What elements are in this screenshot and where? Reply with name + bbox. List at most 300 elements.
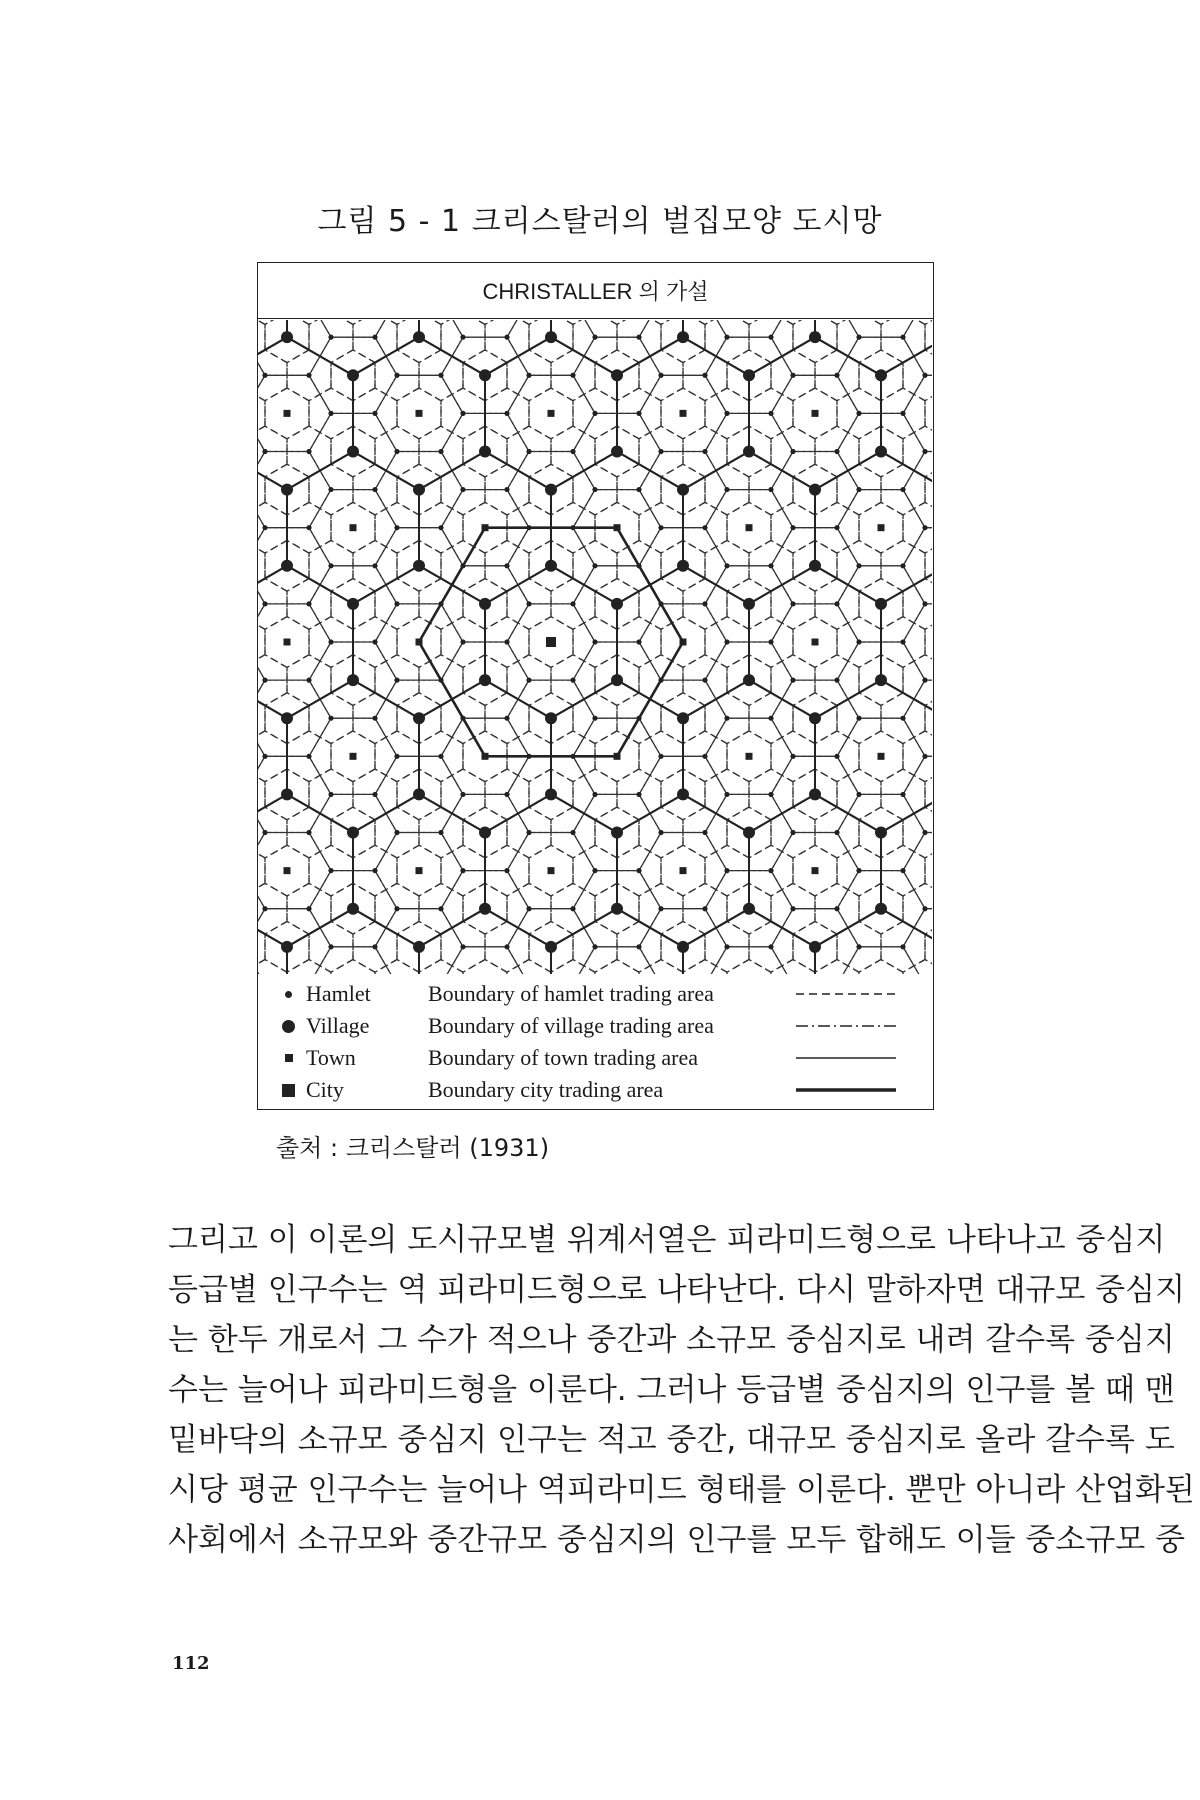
hamlet-node	[768, 487, 773, 492]
hamlet-node	[570, 373, 575, 378]
hamlet-node	[658, 830, 663, 835]
town-node	[416, 639, 423, 646]
hamlet-node	[372, 563, 377, 568]
hamlet-node	[262, 830, 267, 835]
legend-row-city	[258, 1074, 933, 1106]
village-node	[611, 903, 623, 915]
village-node	[479, 903, 491, 915]
thin-line-icon	[796, 1054, 896, 1062]
village-node	[479, 369, 491, 381]
hamlet-node	[724, 792, 729, 797]
town-node	[416, 867, 423, 874]
hamlet-node	[768, 639, 773, 644]
town-area-boundary	[258, 320, 287, 375]
hamlet-area-boundary	[331, 960, 375, 975]
hamlet-node	[262, 525, 267, 530]
hamlet-area-boundary	[331, 320, 375, 325]
hamlet-area-boundary	[727, 960, 771, 975]
hamlet-node	[900, 716, 905, 721]
village-area-boundary	[258, 680, 331, 756]
hamlet-area-boundary	[925, 388, 932, 439]
hamlet-node	[922, 678, 927, 683]
village-area-boundary	[705, 947, 793, 974]
hamlet-node	[900, 335, 905, 340]
legend-row-hamlet	[258, 978, 933, 1010]
hamlet-node	[900, 792, 905, 797]
village-node	[611, 445, 623, 457]
hamlet-node	[438, 678, 443, 683]
hamlet-node	[790, 373, 795, 378]
hamlet-node	[592, 335, 597, 340]
hamlet-node	[504, 411, 509, 416]
hamlet-node	[504, 639, 509, 644]
christaller-lattice-diagram	[258, 320, 932, 974]
hamlet-node	[460, 639, 465, 644]
figure-caption: 그림 5 - 1 크리스탈러의 벌집모양 도시망	[317, 204, 883, 239]
village-node	[611, 598, 623, 610]
hamlet-node	[306, 754, 311, 759]
village-node	[413, 331, 425, 343]
hamlet-node	[790, 601, 795, 606]
hamlet-area-boundary	[639, 960, 683, 975]
hamlet-node	[768, 411, 773, 416]
hamlet-node	[636, 487, 641, 492]
hamlet-node	[790, 754, 795, 759]
hamlet-node	[526, 449, 531, 454]
hamlet-node	[570, 601, 575, 606]
hamlet-dot-icon	[285, 991, 292, 998]
village-node	[677, 941, 689, 953]
hamlet-node	[724, 411, 729, 416]
village-node	[281, 712, 293, 724]
hamlet-area-boundary	[463, 320, 507, 325]
village-node	[809, 484, 821, 496]
hamlet-area-boundary	[258, 693, 265, 744]
hamlet-node	[262, 373, 267, 378]
village-node	[281, 788, 293, 800]
hamlet-node	[636, 411, 641, 416]
town-node	[680, 639, 687, 646]
hamlet-node	[856, 411, 861, 416]
hamlet-node	[394, 754, 399, 759]
hamlet-node	[856, 563, 861, 568]
hamlet-node	[328, 639, 333, 644]
village-area-boundary	[837, 947, 925, 974]
hamlet-node	[768, 563, 773, 568]
hamlet-area-boundary	[903, 320, 932, 325]
village-node	[743, 369, 755, 381]
village-node	[611, 827, 623, 839]
hamlet-node	[328, 944, 333, 949]
village-area-boundary	[258, 756, 331, 832]
hamlet-node	[790, 830, 795, 835]
hamlet-node	[658, 754, 663, 759]
hamlet-node	[306, 906, 311, 911]
page-number: 112	[172, 1653, 210, 1674]
hamlet-node	[702, 830, 707, 835]
hamlet-node	[262, 601, 267, 606]
legend-description: Boundary of town trading area	[428, 1045, 699, 1070]
hamlet-node	[900, 944, 905, 949]
hamlet-node	[900, 487, 905, 492]
body-paragraph	[168, 1215, 1195, 1565]
village-area-boundary	[309, 947, 397, 974]
hamlet-node	[592, 639, 597, 644]
hamlet-node	[570, 830, 575, 835]
hamlet-node	[504, 487, 509, 492]
hamlet-node	[768, 716, 773, 721]
hamlet-area-boundary	[595, 960, 639, 975]
village-node	[743, 903, 755, 915]
hamlet-node	[592, 868, 597, 873]
village-dot-icon	[282, 1020, 295, 1033]
hamlet-area-boundary	[463, 960, 507, 975]
town-node	[614, 524, 621, 531]
hamlet-area-boundary	[749, 320, 793, 363]
village-node	[875, 369, 887, 381]
hamlet-node	[922, 830, 927, 835]
body-line: 시당 평균 인구수는 늘어나 역피라미드 형태를 이룬다. 뿐만 아니라 산업화된	[168, 1472, 1195, 1508]
town-area-boundary	[815, 320, 932, 375]
figure-header: CHRISTALLER 의 가설	[258, 263, 933, 319]
hamlet-area-boundary	[925, 845, 932, 896]
village-node	[875, 598, 887, 610]
hamlet-node	[460, 716, 465, 721]
legend-name: Village	[306, 1013, 370, 1038]
legend-name: City	[306, 1077, 344, 1102]
hamlet-node	[658, 449, 663, 454]
village-node	[809, 788, 821, 800]
hamlet-node	[834, 906, 839, 911]
hamlet-node	[394, 449, 399, 454]
hamlet-node	[570, 525, 575, 530]
village-node	[347, 598, 359, 610]
hamlet-node	[438, 830, 443, 835]
town-node	[548, 867, 555, 874]
hamlet-node	[658, 373, 663, 378]
hamlet-node	[460, 944, 465, 949]
village-node	[479, 674, 491, 686]
hamlet-area-boundary	[258, 388, 265, 439]
hamlet-node	[394, 830, 399, 835]
legend-name: Hamlet	[306, 981, 371, 1006]
village-area-boundary	[903, 528, 932, 604]
hamlet-node	[834, 754, 839, 759]
hamlet-node	[724, 487, 729, 492]
hamlet-node	[724, 944, 729, 949]
village-node	[413, 788, 425, 800]
hamlet-node	[636, 944, 641, 949]
hamlet-node	[526, 601, 531, 606]
village-node	[479, 827, 491, 839]
hamlet-area-boundary	[551, 320, 595, 325]
village-node	[611, 674, 623, 686]
hamlet-node	[592, 411, 597, 416]
hamlet-area-boundary	[705, 320, 749, 363]
hamlet-node	[658, 525, 663, 530]
hamlet-area-boundary	[507, 320, 551, 325]
hamlet-node	[460, 411, 465, 416]
hamlet-node	[834, 678, 839, 683]
hamlet-node	[328, 487, 333, 492]
hamlet-node	[768, 335, 773, 340]
hamlet-node	[328, 335, 333, 340]
town-node	[284, 867, 291, 874]
hamlet-node	[856, 335, 861, 340]
village-area-boundary	[903, 680, 932, 756]
hamlet-area-boundary	[925, 921, 932, 972]
hamlet-node	[658, 601, 663, 606]
hamlet-node	[394, 601, 399, 606]
hamlet-node	[460, 487, 465, 492]
hamlet-area-boundary	[375, 320, 419, 325]
town-node	[812, 867, 819, 874]
village-node	[743, 827, 755, 839]
hamlet-node	[900, 411, 905, 416]
body-line: 는 한두 개로서 그 수가 적으나 중간과 소규모 중심지로 내려 갈수록 중심지	[168, 1322, 1175, 1358]
legend-row-town	[258, 1042, 933, 1074]
hamlet-area-boundary	[683, 320, 727, 325]
hamlet-node	[526, 373, 531, 378]
hamlet-node	[372, 716, 377, 721]
hamlet-node	[526, 830, 531, 835]
hamlet-area-boundary	[859, 320, 903, 325]
hamlet-node	[658, 906, 663, 911]
hamlet-area-boundary	[881, 320, 925, 363]
hamlet-node	[636, 792, 641, 797]
hamlet-area-boundary	[925, 464, 932, 515]
town-node	[878, 524, 885, 531]
hamlet-node	[504, 716, 509, 721]
hamlet-node	[372, 639, 377, 644]
village-area-boundary	[573, 947, 661, 974]
village-area-boundary	[441, 947, 529, 974]
hamlet-node	[504, 563, 509, 568]
village-node	[479, 445, 491, 457]
hamlet-area-boundary	[258, 769, 265, 820]
hamlet-node	[922, 754, 927, 759]
hamlet-node	[790, 906, 795, 911]
legend-name: Town	[306, 1045, 356, 1070]
hamlet-node	[702, 373, 707, 378]
village-node	[413, 484, 425, 496]
hamlet-node	[460, 868, 465, 873]
hamlet-node	[328, 411, 333, 416]
village-node	[875, 445, 887, 457]
hamlet-node	[636, 335, 641, 340]
village-area-boundary	[903, 833, 932, 909]
hamlet-node	[856, 868, 861, 873]
town-node	[350, 753, 357, 760]
village-node	[347, 445, 359, 457]
legend-description: Boundary of village trading area	[428, 1013, 714, 1038]
hamlet-node	[790, 525, 795, 530]
hamlet-node	[438, 906, 443, 911]
village-node	[743, 445, 755, 457]
hamlet-node	[262, 754, 267, 759]
hamlet-area-boundary	[353, 320, 397, 363]
hamlet-node	[504, 944, 509, 949]
hamlet-node	[856, 639, 861, 644]
town-node	[680, 867, 687, 874]
hamlet-node	[834, 449, 839, 454]
city-node	[546, 637, 556, 647]
hamlet-area-boundary	[925, 617, 932, 668]
hamlet-node	[592, 563, 597, 568]
village-node	[347, 674, 359, 686]
hamlet-node	[790, 449, 795, 454]
town-node	[284, 639, 291, 646]
hamlet-area-boundary	[925, 693, 932, 744]
village-area-boundary	[258, 375, 331, 451]
town-node	[482, 524, 489, 531]
town-node	[878, 753, 885, 760]
village-node	[281, 941, 293, 953]
hamlet-node	[394, 678, 399, 683]
hamlet-node	[306, 525, 311, 530]
village-node	[743, 674, 755, 686]
hamlet-node	[724, 563, 729, 568]
hamlet-area-boundary	[859, 960, 903, 975]
figure-source: 출처 : 크리스탈러 (1931)	[276, 1134, 550, 1162]
village-node	[611, 369, 623, 381]
hamlet-node	[702, 754, 707, 759]
legend-description: Boundary city trading area	[428, 1077, 664, 1102]
hamlet-node	[306, 601, 311, 606]
hamlet-node	[834, 525, 839, 530]
hamlet-area-boundary	[815, 960, 859, 975]
legend-row-village	[258, 1010, 933, 1042]
town-node	[614, 753, 621, 760]
hamlet-node	[856, 487, 861, 492]
hamlet-node	[922, 601, 927, 606]
body-line: 등급별 인구수는 역 피라미드형으로 나타난다. 다시 말하자면 대규모 중심지	[168, 1272, 1186, 1308]
village-node	[545, 788, 557, 800]
village-node	[677, 560, 689, 572]
hamlet-node	[636, 639, 641, 644]
hamlet-node	[834, 373, 839, 378]
hamlet-area-boundary	[258, 464, 265, 515]
village-node	[875, 827, 887, 839]
village-node	[875, 903, 887, 915]
hamlet-node	[702, 449, 707, 454]
hamlet-node	[328, 716, 333, 721]
hamlet-node	[372, 335, 377, 340]
village-node	[347, 827, 359, 839]
hamlet-node	[900, 639, 905, 644]
village-area-boundary	[903, 375, 932, 451]
hamlet-area-boundary	[551, 960, 595, 975]
figure-box	[257, 262, 934, 1110]
hamlet-node	[460, 563, 465, 568]
hamlet-node	[372, 868, 377, 873]
hamlet-node	[328, 792, 333, 797]
town-node	[350, 524, 357, 531]
hamlet-node	[768, 868, 773, 873]
hamlet-node	[900, 563, 905, 568]
village-node	[545, 560, 557, 572]
village-node	[545, 712, 557, 724]
village-area-boundary	[903, 756, 932, 832]
hamlet-area-boundary	[925, 769, 932, 820]
hamlet-node	[702, 525, 707, 530]
hamlet-node	[592, 944, 597, 949]
hamlet-node	[592, 716, 597, 721]
hamlet-area-boundary	[441, 320, 485, 363]
hamlet-node	[702, 678, 707, 683]
village-node	[281, 331, 293, 343]
hamlet-node	[724, 639, 729, 644]
hamlet-node	[636, 716, 641, 721]
hamlet-area-boundary	[683, 960, 727, 975]
hamlet-node	[922, 906, 927, 911]
hamlet-area-boundary	[419, 320, 463, 325]
hamlet-node	[724, 335, 729, 340]
town-node	[746, 753, 753, 760]
hamlet-node	[570, 754, 575, 759]
hamlet-node	[592, 792, 597, 797]
village-node	[347, 369, 359, 381]
hamlet-node	[526, 754, 531, 759]
village-area-boundary	[258, 528, 331, 604]
town-square-icon	[285, 1054, 293, 1062]
hamlet-node	[592, 487, 597, 492]
hamlet-node	[438, 525, 443, 530]
hamlet-area-boundary	[258, 320, 265, 363]
hamlet-area-boundary	[419, 960, 463, 975]
hamlet-area-boundary	[258, 845, 265, 896]
village-area-boundary	[258, 452, 331, 528]
village-node	[809, 941, 821, 953]
hamlet-node	[504, 335, 509, 340]
dash-dot-line-icon	[796, 1022, 896, 1030]
hamlet-node	[306, 830, 311, 835]
hamlet-node	[262, 449, 267, 454]
hamlet-node	[262, 678, 267, 683]
hamlet-node	[306, 449, 311, 454]
hamlet-node	[724, 868, 729, 873]
village-node	[413, 560, 425, 572]
hamlet-area-boundary	[375, 960, 419, 975]
hamlet-node	[922, 525, 927, 530]
city-square-icon	[282, 1084, 295, 1097]
body-line: 그리고 이 이론의 도시규모별 위계서열은 피라미드형으로 나타나고 중심지	[168, 1222, 1166, 1258]
hamlet-node	[768, 944, 773, 949]
hamlet-area-boundary	[925, 540, 932, 591]
hamlet-node	[372, 487, 377, 492]
hamlet-node	[328, 868, 333, 873]
village-area-boundary	[903, 604, 932, 680]
hamlet-area-boundary	[258, 320, 287, 325]
hamlet-area-boundary	[507, 960, 551, 975]
hamlet-node	[636, 868, 641, 873]
village-area-boundary	[258, 833, 331, 909]
hamlet-node	[438, 601, 443, 606]
hamlet-node	[504, 792, 509, 797]
hamlet-area-boundary	[485, 320, 529, 363]
hamlet-area-boundary	[771, 960, 815, 975]
hamlet-node	[570, 906, 575, 911]
village-node	[413, 941, 425, 953]
hamlet-node	[702, 906, 707, 911]
hamlet-area-boundary	[595, 320, 639, 325]
hamlet-area-boundary	[287, 960, 331, 975]
hamlet-node	[526, 906, 531, 911]
hamlet-area-boundary	[287, 320, 331, 325]
town-area-boundary	[815, 909, 932, 974]
hamlet-node	[460, 335, 465, 340]
hamlet-node	[570, 449, 575, 454]
